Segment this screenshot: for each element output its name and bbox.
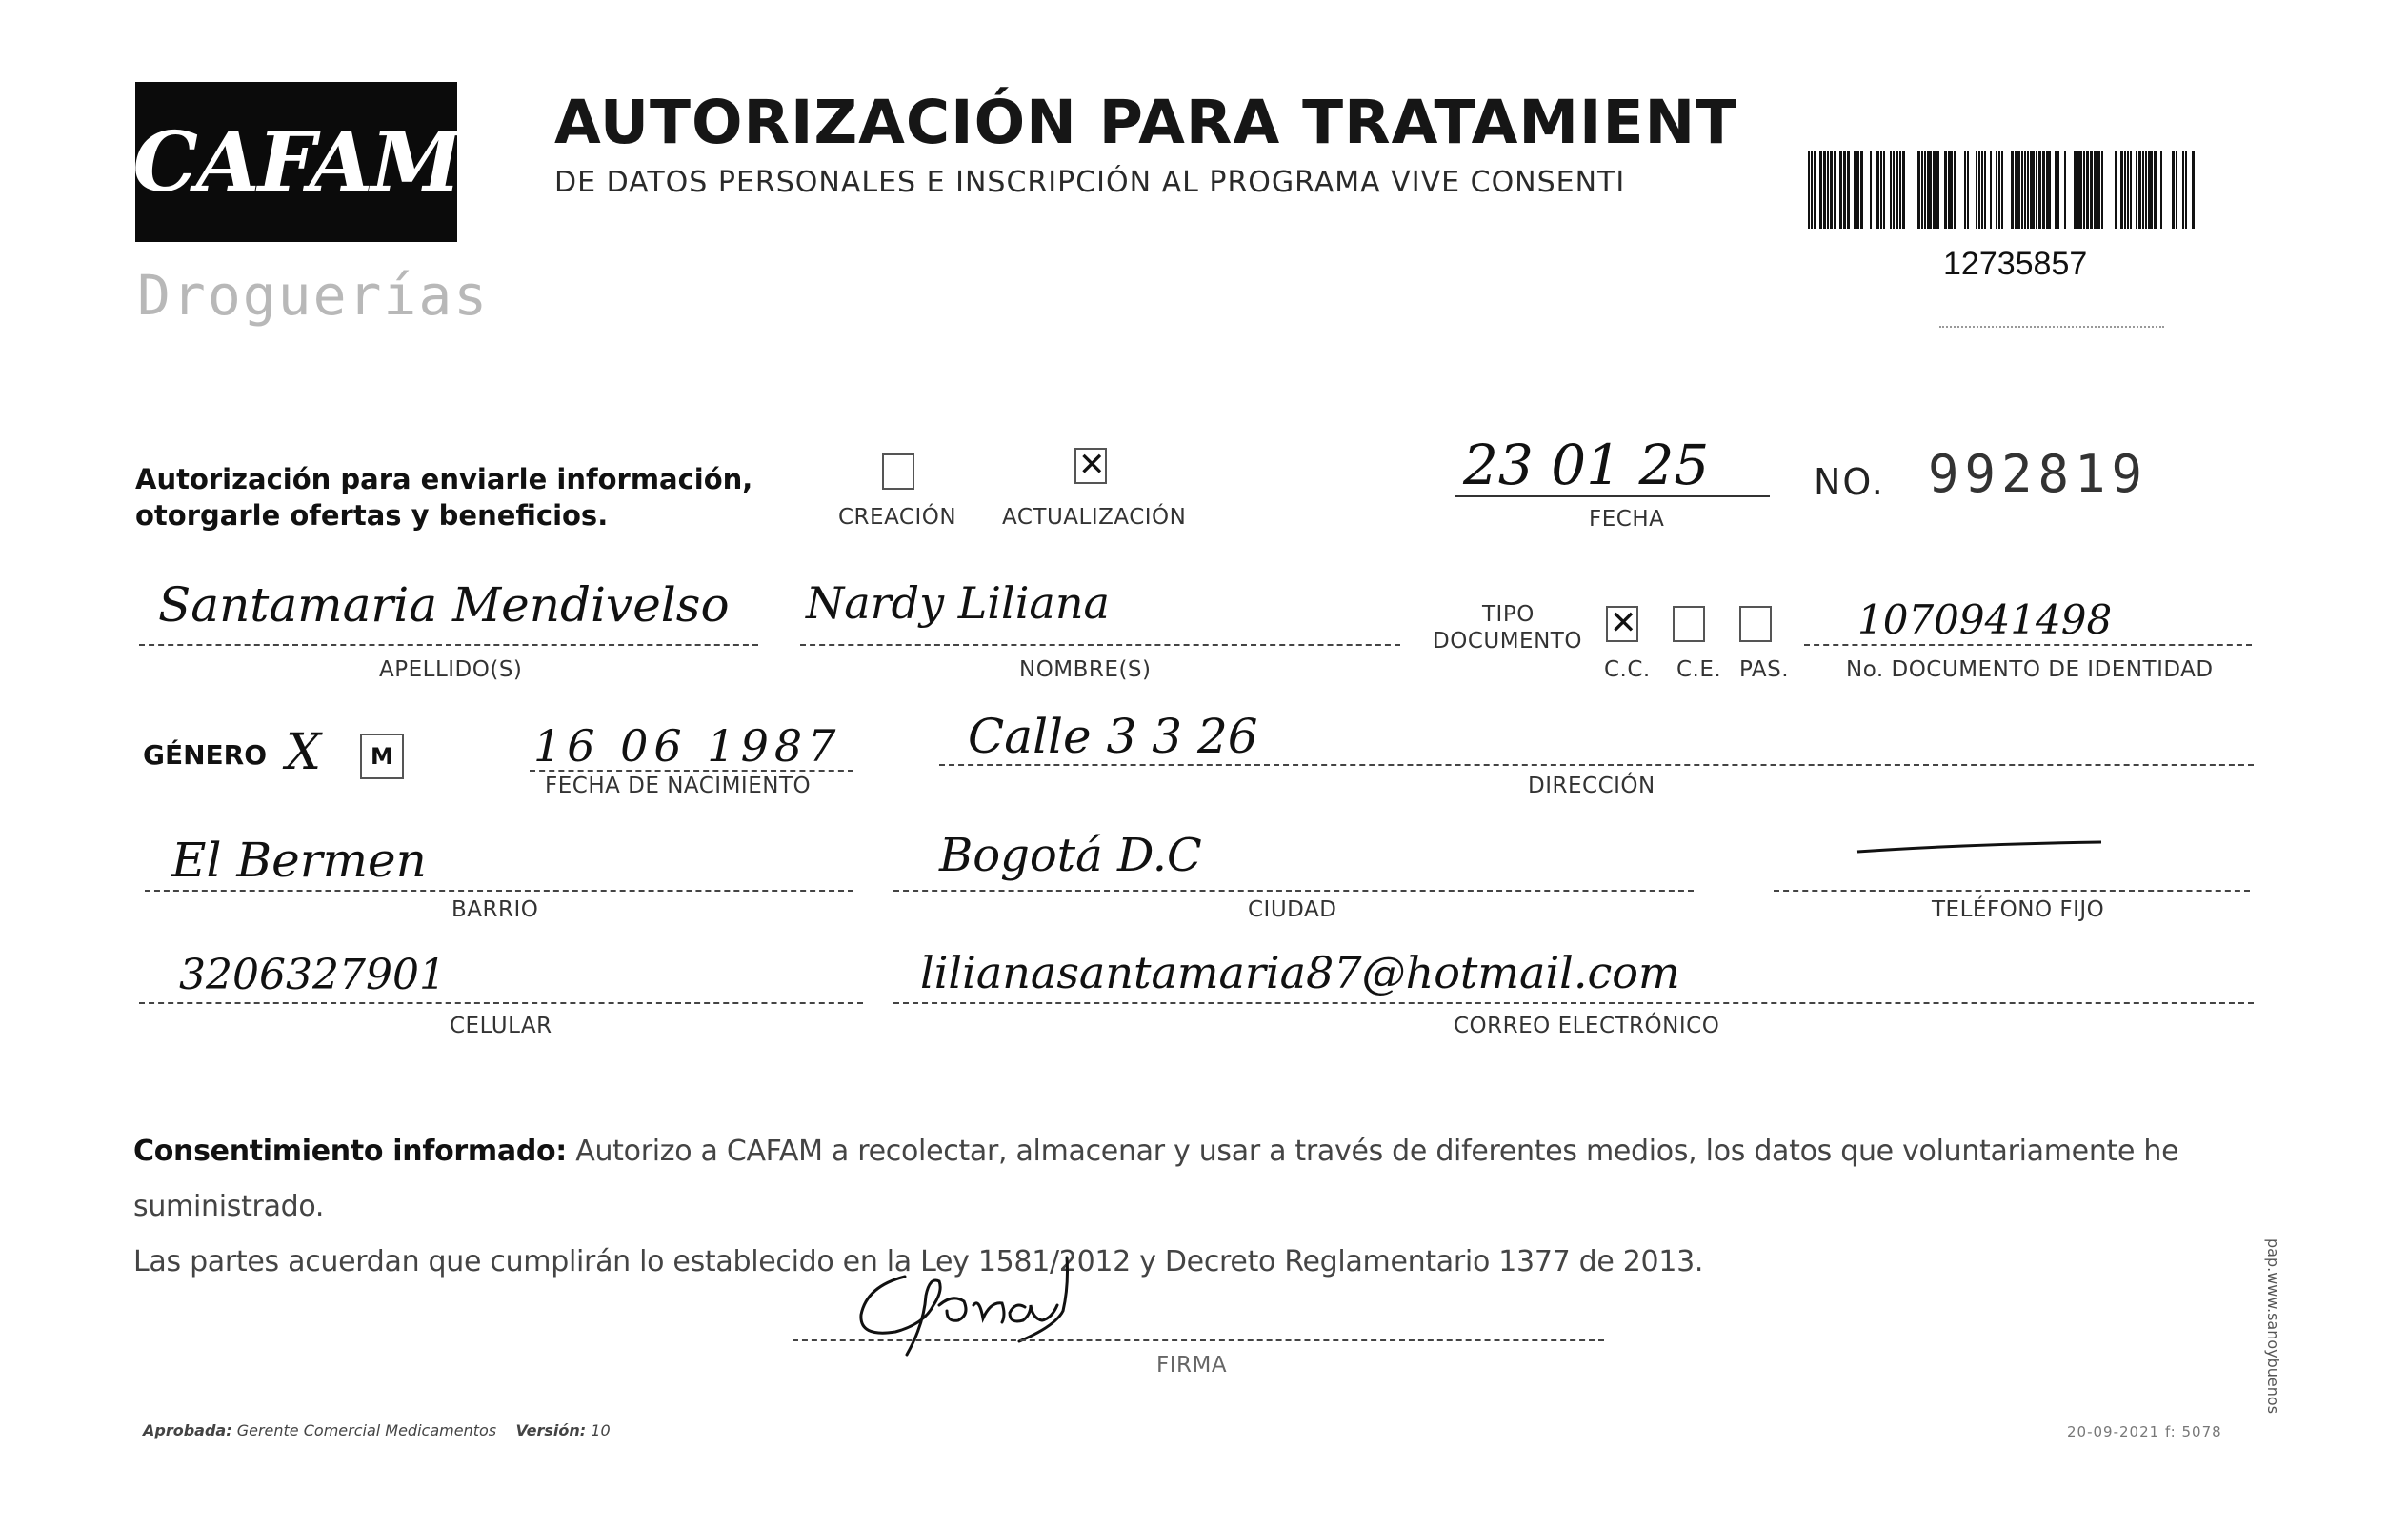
barcode-bar [1964,151,1966,229]
correo-value[interactable]: lilianasantamaria87@hotmail.com [920,947,1680,998]
fecha-nacimiento-label: FECHA DE NACIMIENTO [545,774,812,798]
fecha-label: FECHA [1589,507,1665,532]
barcode-bar [1893,151,1895,229]
correo-line [893,1002,2254,1004]
actualizacion-checkbox[interactable] [1074,448,1107,484]
barcode-bar [1944,151,1947,229]
telefono-label: TELÉFONO FIJO [1932,897,2105,922]
barcode-bar [1902,151,1905,229]
barcode-bar [2036,151,2037,229]
barcode-bar [1933,151,1936,229]
barcode-bar [2120,151,2123,229]
barcode-bar [2136,151,2137,229]
barcode-bar [1830,151,1833,229]
pas-checkbox[interactable] [1739,606,1772,642]
barcode-bar [2042,151,2045,229]
barcode-bar [1896,151,1898,229]
barcode-bar [1948,151,1953,229]
barcode-bar [1880,151,1882,229]
barcode-bar [2176,151,2177,229]
celular-value[interactable]: 3206327901 [179,951,446,999]
barcode-bar [2182,151,2184,229]
barcode-bar [2094,151,2097,229]
barcode-bar [2086,151,2089,229]
barcode-bar [2021,151,2023,229]
barcode-bar [1924,151,1926,229]
barcode-bar [1808,151,1810,229]
barcode-bar [1981,151,1983,229]
consent-line-1 [133,1124,2267,1235]
authorization-heading [135,461,752,533]
version-label: Versión: [515,1421,587,1439]
genero-f-mark[interactable]: X [286,724,322,781]
barcode-bar [1827,151,1829,229]
barcode-bar [2038,151,2041,229]
barcode-bar [2083,151,2085,229]
barcode-bar [1814,151,1816,229]
barcode-image [1808,151,2197,229]
barcode-bar [2160,151,2162,229]
barcode-bar [2145,151,2147,229]
barcode-bar [1856,151,1859,229]
creacion-label: CREACIÓN [838,505,957,530]
nombres-label: NOMBRE(S) [1019,657,1152,682]
document-subtitle: DE DATOS PERSONALES E INSCRIPCIÓN AL PROGRAMA VIVE CONSENTI [554,166,1626,199]
barcode-bar [1883,151,1885,229]
logo-text: CAFAM [132,113,460,211]
consent-line-2: Las partes acuerdan que cumplirán lo establecido en la Ley 1581/2012 y Decreto Reglamentario 1377 de 2013. [133,1245,1704,1278]
barcode-bar [1984,151,1986,229]
barcode-bar [1996,151,1997,229]
tipo-label-2: DOCUMENTO [1433,629,1582,654]
ciudad-value[interactable]: Bogotá D.C [939,829,1202,882]
documento-value[interactable]: 1070941498 [1857,596,2113,643]
barcode-bar [2027,151,2029,229]
documento-line [1804,644,2252,646]
barcode-bar [2090,151,2093,229]
direccion-line [939,764,2254,766]
consent-text-1: Autorizo a CAFAM a recolectar, almacenar y usar a través de diferentes medios, los datos que voluntariamente he suministrado. [133,1135,2179,1223]
barcode-bar [1854,151,1856,229]
barcode-bar [1998,151,2000,229]
form-number: 992819 [1928,444,2149,504]
barrio-value[interactable]: El Bermen [171,833,427,888]
ciudad-label: CIUDAD [1248,897,1337,922]
tipo-label-1: TIPO [1482,602,1535,627]
apellidos-label: APELLIDO(S) [379,657,523,682]
barcode-bar [1927,151,1932,229]
barcode-number: 12735857 [1943,246,2088,282]
barcode-bar [1978,151,1980,229]
barcode-bar [2030,151,2035,229]
barcode-bar [1917,151,1920,229]
barcode-bar [2127,151,2129,229]
ciudad-line [893,890,1694,892]
barcode-bar [1899,151,1901,229]
divider [1939,326,2164,328]
barcode-bar [2046,151,2051,229]
celular-label: CELULAR [450,1014,552,1038]
signature-image [848,1238,1134,1362]
consent-paragraph [133,1124,2267,1290]
correo-label: CORREO ELECTRÓNICO [1454,1014,1720,1038]
barcode-bar [2001,151,2003,229]
barcode-bar [2130,151,2132,229]
aprobada-label: Aprobada: [143,1421,232,1439]
barcode-bar [1847,151,1850,229]
barcode-bar [2192,151,2195,229]
barcode-bar [2124,151,2126,229]
fecha-value[interactable]: 23 01 25 [1463,433,1710,497]
barcode-bar [1860,151,1863,229]
consent-bold: Consentimiento informado: [133,1135,567,1168]
barcode-bar [2115,151,2117,229]
logo-subtitle: Droguerías [137,263,490,328]
barcode-bar [1976,151,1977,229]
barcode-bar [2011,151,2014,229]
barrio-label: BARRIO [452,897,539,922]
barcode-bar [1921,151,1923,229]
barcode-bar [1954,151,1956,229]
documento-label: No. DOCUMENTO DE IDENTIDAD [1846,657,2214,682]
barcode-bar [1967,151,1969,229]
fecha-nacimiento-value[interactable]: 16 06 1987 [533,720,842,772]
version-value: 10 [591,1421,611,1439]
barcode-bar [2064,151,2066,229]
creacion-checkbox[interactable] [882,453,914,490]
genero-label: GÉNERO [143,739,268,771]
apellidos-value[interactable]: Santamaria Mendivelso [158,577,730,633]
nombres-value[interactable]: Nardy Liliana [806,577,1110,629]
footer-approval [143,1421,611,1439]
document-title: AUTORIZACIÓN PARA TRATAMIENT [554,88,1738,157]
barcode-bar [1876,151,1879,229]
barcode-bar [1990,151,1992,229]
fecha-line [1455,495,1770,497]
barcode-bar [2077,151,2082,229]
apellidos-line [139,644,758,646]
barcode-bar [2101,151,2103,229]
cc-checkbox[interactable] [1606,606,1638,642]
barcode-bar [2024,151,2026,229]
barcode-bar [2148,151,2153,229]
barrio-line [145,890,853,892]
barcode-bar [2015,151,2017,229]
aprobada-value: Gerente Comercial Medicamentos [236,1421,497,1439]
barcode-bar [2097,151,2100,229]
barcode-bar [1811,151,1813,229]
direccion-label: DIRECCIÓN [1528,774,1656,798]
barcode-bar [1870,151,1872,229]
barcode-bar [2154,151,2157,229]
firma-label: FIRMA [1156,1353,1228,1378]
pas-label: PAS. [1739,657,1790,682]
ce-label: C.E. [1676,657,1722,682]
telefono-strike [1856,838,2103,857]
barcode-bar [2055,151,2059,229]
ce-checkbox[interactable] [1673,606,1705,642]
barcode-bar [2172,151,2175,229]
barcode-bar [2017,151,2020,229]
actualizacion-label: ACTUALIZACIÓN [1002,505,1187,530]
logo [132,82,460,242]
authorization-heading-line-2: otorgarle ofertas y beneficios. [135,499,609,532]
telefono-line [1774,890,2250,892]
genero-m-checkbox[interactable] [360,734,404,779]
nombres-line [800,644,1400,646]
barcode-bar [2138,151,2141,229]
barcode-bar [2074,151,2077,229]
celular-line [139,1002,863,1004]
barcode-bar [1823,151,1826,229]
direccion-value[interactable]: Calle 3 3 26 [968,709,1258,764]
barcode-bar [2142,151,2144,229]
barcode-bar [1936,151,1939,229]
genero-m-label: M [371,743,393,770]
footer-code: 20-09-2021 f: 5078 [2067,1423,2222,1440]
barcode-bar [2185,151,2187,229]
firma-line [793,1339,1604,1341]
side-vertical-text: pap.www.sanoybuenos [2264,1238,2282,1415]
barcode-bar [1839,151,1842,229]
barcode-bar [1819,151,1822,229]
fecha-nacimiento-line [530,770,853,772]
authorization-heading-line-1: Autorización para enviarle información, [135,463,753,495]
number-label: NO. [1814,461,1885,503]
barcode-bar [1843,151,1846,229]
cc-label: C.C. [1604,657,1651,682]
barcode-bar [1834,151,1836,229]
barcode-bar [1890,151,1892,229]
